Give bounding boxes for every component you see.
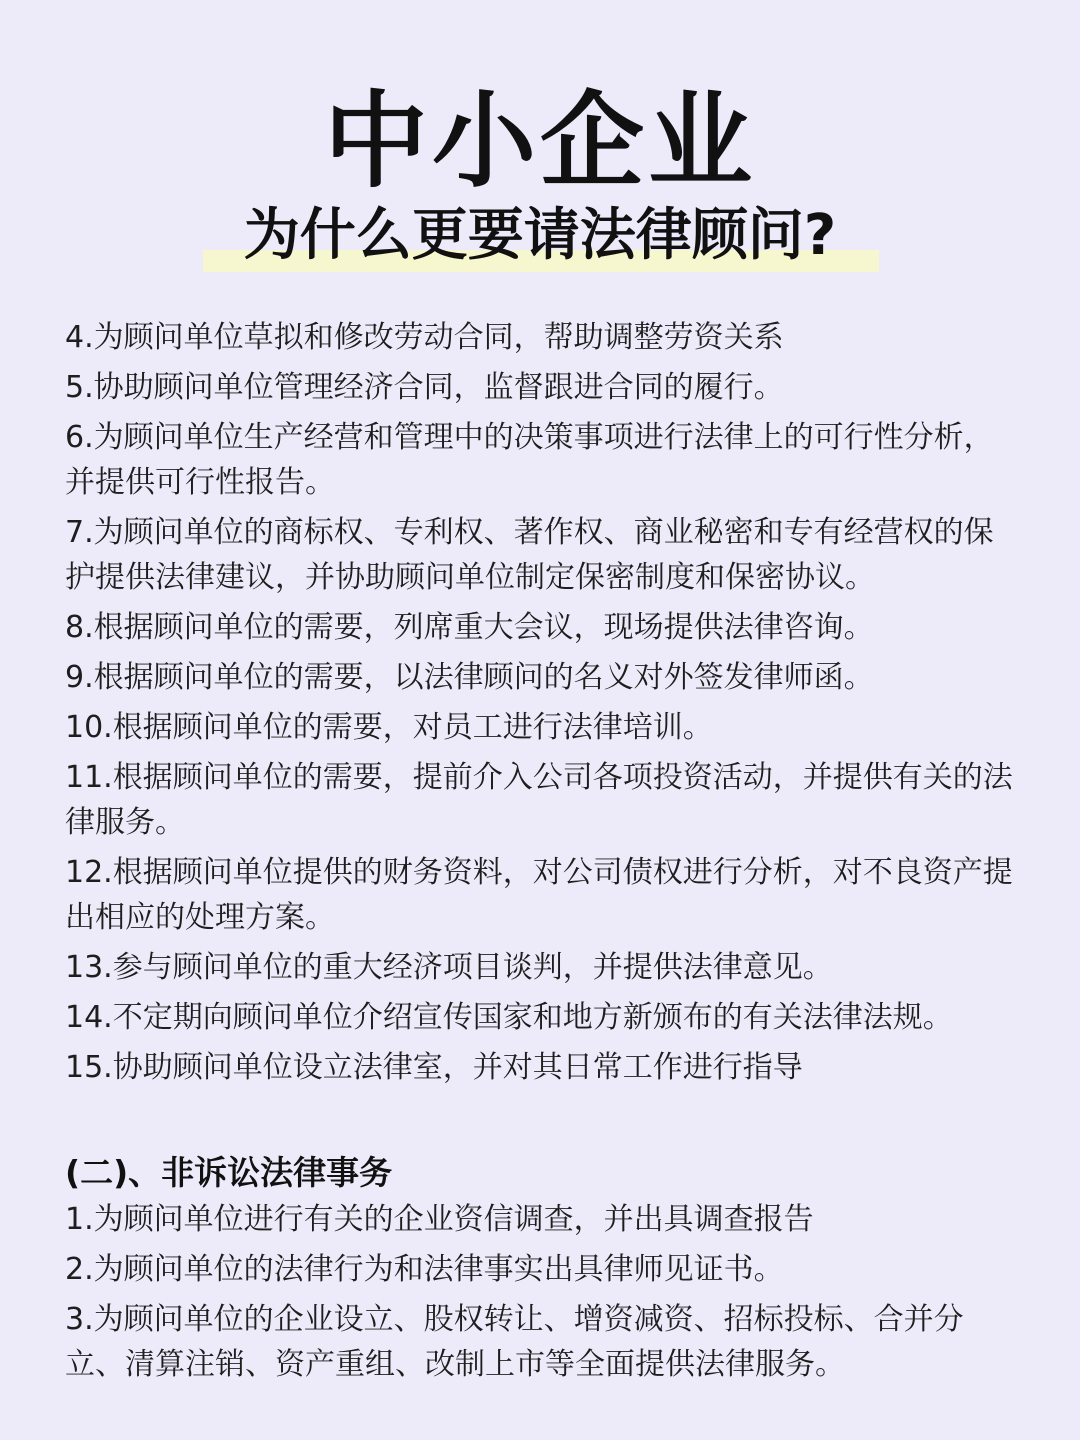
list-item: 11.根据顾问单位的需要，提前介入公司各项投资活动，并提供有关的法律服务。 xyxy=(65,760,1013,840)
page-subtitle: 为什么更要请法律顾问? xyxy=(243,203,837,268)
services-list xyxy=(65,315,1015,1095)
list-item: 8.根据顾问单位的需要，列席重大会议，现场提供法律咨询。 xyxy=(65,610,874,645)
list-item: 14.不定期向顾问单位介绍宣传国家和地方新颁布的有关法律法规。 xyxy=(65,1000,953,1035)
list-item: 12.根据顾问单位提供的财务资料，对公司债权进行分析，对不良资产提出相应的处理方案。 xyxy=(65,855,1013,935)
non-litigation-section xyxy=(65,1150,1015,1392)
list-item: 5.协助顾问单位管理经济合同，监督跟进合同的履行。 xyxy=(65,370,784,405)
list-item: 6.为顾问单位生产经营和管理中的决策事项进行法律上的可行性分析，并提供可行性报告。 xyxy=(65,420,994,500)
list-item: 10.根据顾问单位的需要，对员工进行法律培训。 xyxy=(65,710,713,745)
list-item: 15.协助顾问单位设立法律室，并对其日常工作进行指导 xyxy=(65,1050,803,1085)
list-item: 7.为顾问单位的商标权、专利权、著作权、商业秘密和专有经营权的保护提供法律建议，并协助顾问单位制定保密制度和保密协议。 xyxy=(65,515,994,595)
list-item: 9.根据顾问单位的需要，以法律顾问的名义对外签发律师函。 xyxy=(65,660,874,695)
subtitle-block xyxy=(0,200,1080,280)
page-title: 中小企业 xyxy=(323,80,756,202)
list-item: 3.为顾问单位的企业设立、股权转让、增资减资、招标投标、合并分立、清算注销、资产重组、改制上市等全面提供法律服务。 xyxy=(65,1302,964,1382)
list-item: 13.参与顾问单位的重大经济项目谈判，并提供法律意见。 xyxy=(65,950,833,985)
list-item: 4.为顾问单位草拟和修改劳动合同，帮助调整劳资关系 xyxy=(65,320,784,355)
list-item: 1.为顾问单位进行有关的企业资信调查，并出具调查报告 xyxy=(65,1202,814,1237)
section-heading: (二)、非诉讼法律事务 xyxy=(65,1153,393,1192)
list-item: 2.为顾问单位的法律行为和法律事实出具律师见证书。 xyxy=(65,1252,784,1287)
